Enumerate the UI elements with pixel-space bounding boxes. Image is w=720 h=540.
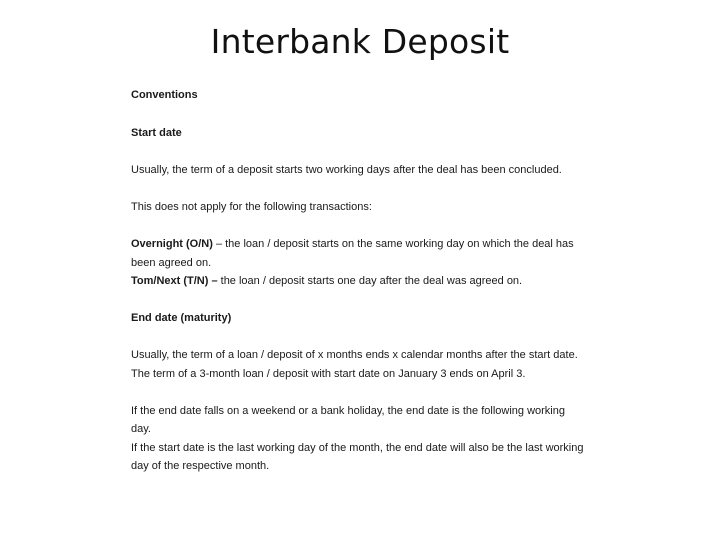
spacer xyxy=(131,383,611,402)
slide-title: Interbank Deposit xyxy=(210,22,510,61)
end-date-paragraph-line-1: Usually, the term of a loan / deposit of x months ends x calendar months after the start date. xyxy=(131,349,578,361)
holiday-paragraph-line-2: day. xyxy=(131,423,151,435)
spacer xyxy=(131,143,611,162)
overnight-paragraph xyxy=(131,235,611,254)
last-day-paragraph-line-1: If the start date is the last working day of the month, the end date will also be the last working xyxy=(131,441,584,454)
spacer xyxy=(131,328,611,347)
start-date-heading: Start date xyxy=(131,127,182,139)
last-day-paragraph-line-2: day of the respective month. xyxy=(131,460,270,472)
spacer xyxy=(131,180,611,199)
overnight-text-line-1: – the loan / deposit starts on the same working day on which the deal has xyxy=(212,238,574,250)
end-date-paragraph-line-2: The term of a 3-month loan / deposit with start date on January 3 ends on April 3. xyxy=(131,367,526,380)
exception-paragraph: This does not apply for the following transactions: xyxy=(131,201,372,213)
document-body xyxy=(131,86,611,476)
overnight-term: Overnight (O/N) xyxy=(131,238,213,250)
tomnext-term: Tom/Next (T/N) – xyxy=(131,275,218,287)
tomnext-paragraph xyxy=(131,272,611,291)
conventions-heading: Conventions xyxy=(131,89,198,101)
holiday-paragraph-line-1: If the end date falls on a weekend or a bank holiday, the end date is the following working xyxy=(131,404,565,417)
spacer xyxy=(131,105,611,125)
end-date-heading: End date (maturity) xyxy=(131,312,232,324)
overnight-text-line-2: been agreed on. xyxy=(131,256,212,269)
spacer xyxy=(131,291,611,310)
start-date-paragraph: Usually, the term of a deposit starts two working days after the deal has been concluded. xyxy=(131,164,562,176)
spacer xyxy=(131,217,611,236)
tomnext-text: the loan / deposit starts one day after the deal was agreed on. xyxy=(217,275,523,287)
